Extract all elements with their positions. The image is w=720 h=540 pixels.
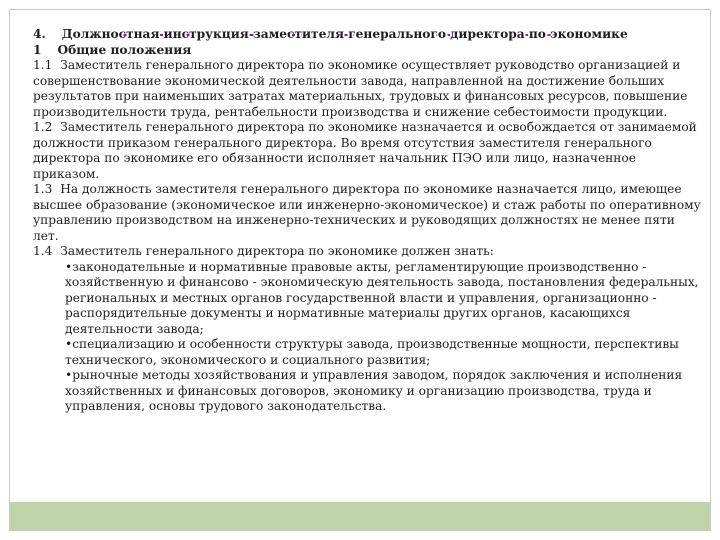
list-item: •законодательные и нормативные правовые акты, регламентирующие производственно - хозяйственную и финансово - экономическую деятельность завода, постановления федеральных, региональных и местных органов государственной власти и управления, организационно - распорядительные документы и нормативные материалы других органов, касающихся деятельности завода; xyxy=(65,259,699,336)
paragraph-1-4 xyxy=(33,244,701,260)
slide-footer-band xyxy=(10,502,710,530)
paragraph-1-1 xyxy=(33,58,701,120)
document-title xyxy=(33,27,701,43)
document-body xyxy=(33,27,701,415)
list-item: •рыночные методы хозяйствования и управления заводом, порядок заключения и исполнения хозяйственных и финансовых договоров, экономику и организацию производства, труда и управления, основы трудового законодательства. xyxy=(65,368,683,413)
knowledge-list xyxy=(65,260,701,415)
paragraph-1-2 xyxy=(33,120,701,182)
paragraph-number: 1.1 xyxy=(33,58,53,72)
paragraph-1-3 xyxy=(33,182,701,244)
paragraph-number: 1.2 xyxy=(33,120,53,134)
section-number: 1 xyxy=(33,42,42,57)
title-number: 4. xyxy=(33,27,46,41)
paragraph-text: На должность заместителя генерального директора по экономике назначается лицо, имеющее высшее образование (экономическое или инженерно-экономическое) и стаж работы по оперативному управлению производством на инженерно-технических и руководящих должностях не менее пяти лет. xyxy=(33,182,701,243)
list-item: •специализацию и особенности структуры завода, производственные мощности, перспективы технического, экономического и социального развития; xyxy=(65,337,679,367)
title-text: Должностная инструкция заместителя генерального директора по экономике xyxy=(61,27,628,41)
paragraph-text: Заместитель генерального директора по экономике должен знать: xyxy=(60,244,494,258)
paragraph-text: Заместитель генерального директора по экономике осуществляет руководство организацией и совершенствование экономической деятельности завода, направленной на достижение больших результатов при наименьших затратах материальных, трудовых и финансовых ресурсов, повышение производительности труда, рентабельности производства и снижение себестоимости продукции. xyxy=(33,58,688,119)
section-title: Общие положения xyxy=(57,42,192,57)
paragraph-text: Заместитель генерального директора по экономике назначается и освобождается от занимаемой должности приказом генерального директора. Во время отсутствия заместителя генерального директора по экономике его обязанности исполняет начальник ПЭО или лицо, назначенное приказом. xyxy=(33,120,697,181)
section-heading xyxy=(33,43,701,59)
paragraph-number: 1.3 xyxy=(33,182,53,196)
paragraph-number: 1.4 xyxy=(33,244,53,258)
